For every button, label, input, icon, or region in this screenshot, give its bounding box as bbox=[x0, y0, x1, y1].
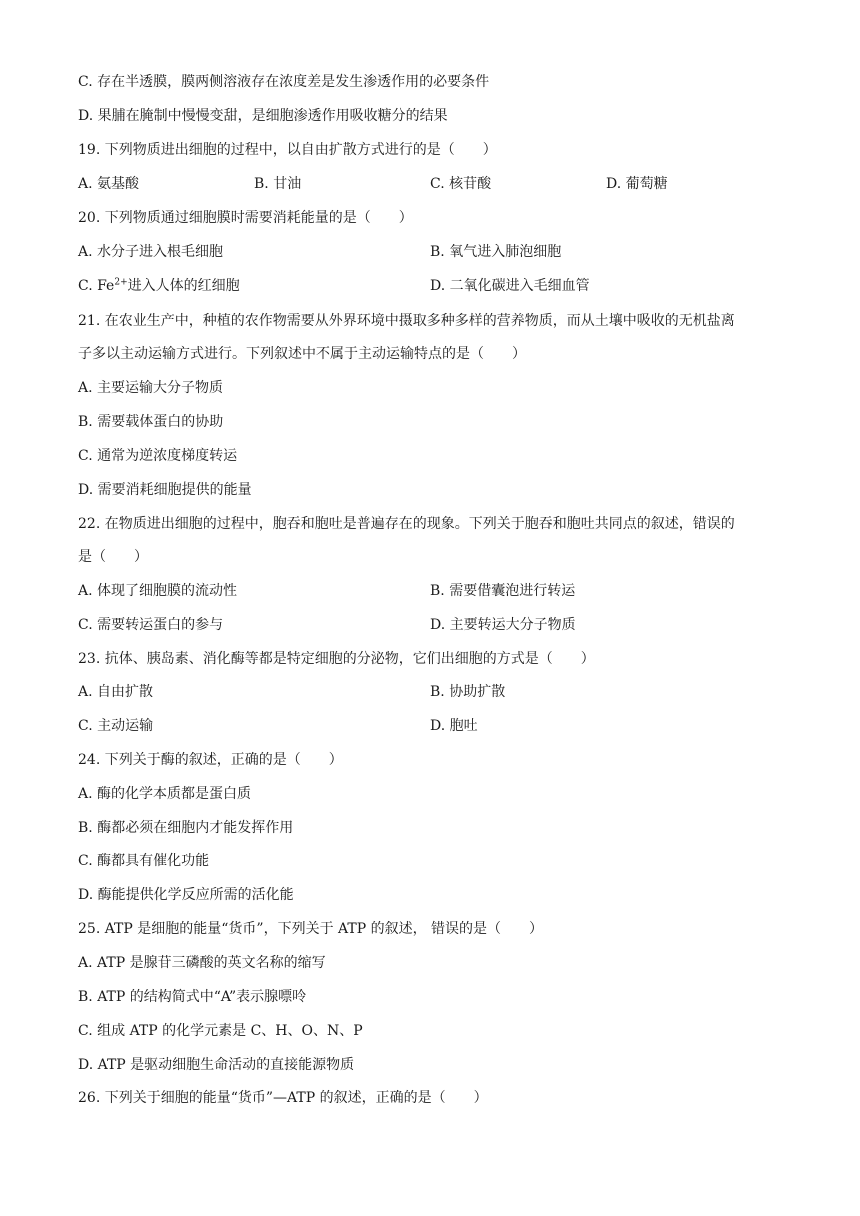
option-a: A. 水分子进入根毛细胞 bbox=[78, 244, 224, 260]
option-c: C. 需要转运蛋白的参与 bbox=[78, 617, 224, 633]
question-25: 25. ATP 是细胞的能量“货币”，下列关于 ATP 的叙述， 错误的是（ ） bbox=[78, 921, 544, 937]
question-21-line2: 子多以主动运输方式进行。下列叙述中不属于主动运输特点的是（ ） bbox=[78, 346, 526, 362]
option-c: C. 核苷酸 bbox=[430, 176, 492, 192]
option-b: B. 氧气进入肺泡细胞 bbox=[430, 244, 562, 260]
option-b: B. 需要借囊泡进行转运 bbox=[430, 583, 576, 599]
option-b: B. ATP 的结构简式中“A”表示腺嘌呤 bbox=[78, 989, 307, 1005]
option-d: D. 胞吐 bbox=[430, 718, 478, 734]
option-d: D. ATP 是驱动细胞生命活动的直接能源物质 bbox=[78, 1057, 355, 1073]
option-a: A. 主要运输大分子物质 bbox=[78, 380, 224, 396]
option-b: B. 甘油 bbox=[254, 176, 302, 192]
question-23: 23. 抗体、胰岛素、消化酶等都是特定细胞的分泌物，它们出细胞的方式是（ ） bbox=[78, 651, 595, 667]
option-d: D. 葡萄糖 bbox=[606, 176, 668, 192]
question-19: 19. 下列物质进出细胞的过程中，以自由扩散方式进行的是（ ） bbox=[78, 142, 497, 158]
option-a: A. 体现了细胞膜的流动性 bbox=[78, 583, 238, 599]
question-22-line1: 22. 在物质进出细胞的过程中，胞吞和胞吐是普遍存在的现象。下列关于胞吞和胞吐共同点的叙述，错误的 bbox=[78, 516, 735, 532]
option-line: C. 存在半透膜，膜两侧溶液存在浓度差是发生渗透作用的必要条件 bbox=[78, 74, 490, 90]
question-22-line2: 是（ ） bbox=[78, 549, 148, 565]
option-d: D. 酶能提供化学反应所需的活化能 bbox=[78, 887, 294, 903]
option-a: A. 自由扩散 bbox=[78, 684, 154, 700]
option-a: A. 酶的化学本质都是蛋白质 bbox=[78, 786, 252, 802]
question-24: 24. 下列关于酶的叙述，正确的是（ ） bbox=[78, 752, 343, 768]
superscript-charge: 2+ bbox=[114, 277, 128, 288]
option-c: C. 主动运输 bbox=[78, 718, 154, 734]
question-26: 26. 下列关于细胞的能量“货币”—ATP 的叙述，正确的是（ ） bbox=[78, 1090, 488, 1106]
option-a: A. ATP 是腺苷三磷酸的英文名称的缩写 bbox=[78, 955, 326, 971]
option-line: D. 果脯在腌制中慢慢变甜，是细胞渗透作用吸收糖分的结果 bbox=[78, 108, 448, 124]
option-b: B. 需要载体蛋白的协助 bbox=[78, 414, 224, 430]
option-b: B. 协助扩散 bbox=[430, 684, 506, 700]
option-d: D. 需要消耗细胞提供的能量 bbox=[78, 482, 252, 498]
option-c: C. 组成 ATP 的化学元素是 C、H、O、N、P bbox=[78, 1023, 363, 1039]
option-d: D. 二氧化碳进入毛细血管 bbox=[430, 278, 590, 294]
option-b: B. 酶都必须在细胞内才能发挥作用 bbox=[78, 820, 294, 836]
option-c-prefix: C. Fe bbox=[78, 278, 115, 294]
option-d: D. 主要转运大分子物质 bbox=[430, 617, 576, 633]
option-a: A. 氨基酸 bbox=[78, 176, 140, 192]
option-c: C. 酶都具有催化功能 bbox=[78, 853, 210, 869]
option-c-text: 进入人体的红细胞 bbox=[127, 278, 240, 294]
question-21-line1: 21. 在农业生产中，种植的农作物需要从外界环境中摄取多种多样的营养物质，而从土壤中吸收的无机盐离 bbox=[78, 313, 735, 329]
question-20: 20. 下列物质通过细胞膜时需要消耗能量的是（ ） bbox=[78, 210, 413, 226]
option-c: C. 通常为逆浓度梯度转运 bbox=[78, 448, 238, 464]
option-c bbox=[78, 277, 240, 295]
